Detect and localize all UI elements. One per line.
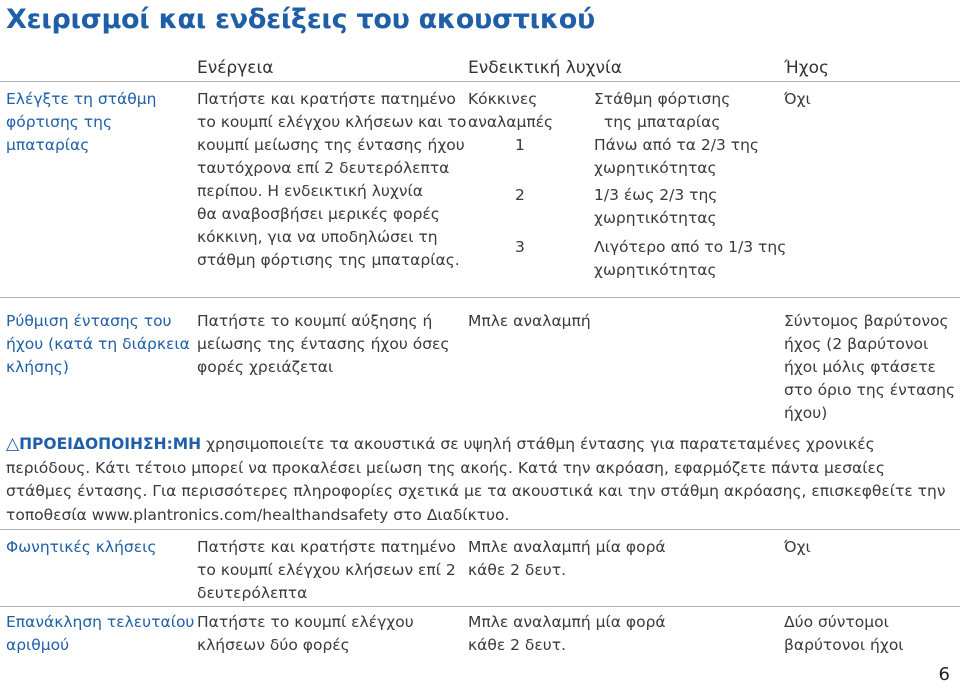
row-name-voice-dial: Φωνητικές κλήσεις — [6, 538, 157, 556]
row-action-volume: Πατήστε το κουμπί αύξησης ή μείωσης της έντασης ήχου όσες φορές χρειάζεται — [197, 312, 450, 376]
level-description-3: Λιγότερο από το 1/3 της χωρητικότητας — [594, 238, 787, 279]
page-title: Χειρισμοί και ενδείξεις του ακουστικού — [6, 4, 595, 35]
row-sound-redial: Δύο σύντομοι βαρύτονοι ήχοι — [784, 613, 904, 654]
indicator-subheader-battery-level: Στάθμη φόρτισης της μπαταρίας — [594, 90, 731, 131]
header-action: Ενέργεια — [197, 58, 274, 78]
warning-triangle-icon: △ — [6, 434, 20, 454]
header-divider — [0, 81, 960, 82]
row-indicator-redial: Μπλε αναλαμπή μία φορά κάθε 2 δευτ. — [468, 613, 666, 654]
header-sound: Ήχος — [784, 58, 830, 78]
row-name-battery-check: Ελέγξτε τη στάθμη φόρτισης της μπαταρίας — [6, 90, 157, 154]
warning-paragraph — [6, 433, 951, 527]
level-flashes-1: 1 — [515, 136, 525, 154]
row-sound-volume: Σύντομος βαρύτονος ήχος (2 βαρύτονοι ήχοι μόλις φτάσετε στο όριο της έντασης ήχου) — [784, 312, 956, 422]
row-sound-voice-dial: Όχι — [784, 538, 811, 556]
level-flashes-3: 3 — [515, 238, 525, 256]
row-divider — [0, 529, 960, 530]
row-action-voice-dial: Πατήστε και κρατήστε πατημένο το κουμπί ελέγχου κλήσεων επί 2 δευτερόλεπτα — [197, 538, 456, 602]
row-action-battery-check: Πατήστε και κρατήστε πατημένο το κουμπί ελέγχου κλήσεων και το κουμπί μείωσης της έντασης ήχου ταυτόχρονα επί 2 δευτερόλεπτα περίπου. Η ενδεικτική λυχνία θα αναβοσβήσει μερικές φορές κόκκινη, για να υποδηλώσει τη στάθμη φόρτισης της μπαταρίας. — [197, 90, 467, 269]
row-indicator-voice-dial: Μπλε αναλαμπή μία φορά κάθε 2 δευτ. — [468, 538, 666, 579]
warning-text: χρησιμοποιείτε τα ακουστικά σε υψηλή στάθμη έντασης για παρατεταμένες χρονικές περιόδους. Κάτι τέτοιο μπορεί να προκαλέσει μείωση της ακοής. Κατά την ακρόαση, εφαρμόζετε πάντα μεσαίες στάθμες έντασης. Για περισσότερες πληροφορίες σχετικά με τα ακουστικά και την στάθμη ακρόασης, επισκεφθείτε την τοποθεσία www.plantronics.com/healthandsafety στο Διαδίκτυο. — [6, 435, 946, 524]
page-number: 6 — [938, 664, 950, 685]
indicator-subheader-red-flashes: Κόκκινες αναλαμπές — [468, 90, 554, 131]
row-divider — [0, 606, 960, 607]
row-divider — [0, 297, 960, 298]
row-sound-battery-check: Όχι — [784, 90, 811, 108]
warning-label: ΠΡΟΕΙΔΟΠΟΙΗΣΗ:ΜΗ — [19, 435, 202, 453]
row-name-redial: Επανάκληση τελευταίου αριθμού — [6, 613, 195, 654]
level-description-2: 1/3 έως 2/3 της χωρητικότητας — [594, 186, 718, 227]
level-description-1: Πάνω από τα 2/3 της χωρητικότητας — [594, 136, 759, 177]
header-indicator: Ενδεικτική λυχνία — [468, 58, 622, 78]
row-action-redial: Πατήστε το κουμπί ελέγχου κλήσεων δύο φορές — [197, 613, 414, 654]
row-name-volume: Ρύθμιση έντασης του ήχου (κατά τη διάρκεια κλήσης) — [6, 312, 190, 376]
level-flashes-2: 2 — [515, 186, 525, 204]
row-indicator-volume: Μπλε αναλαμπή — [468, 312, 591, 330]
